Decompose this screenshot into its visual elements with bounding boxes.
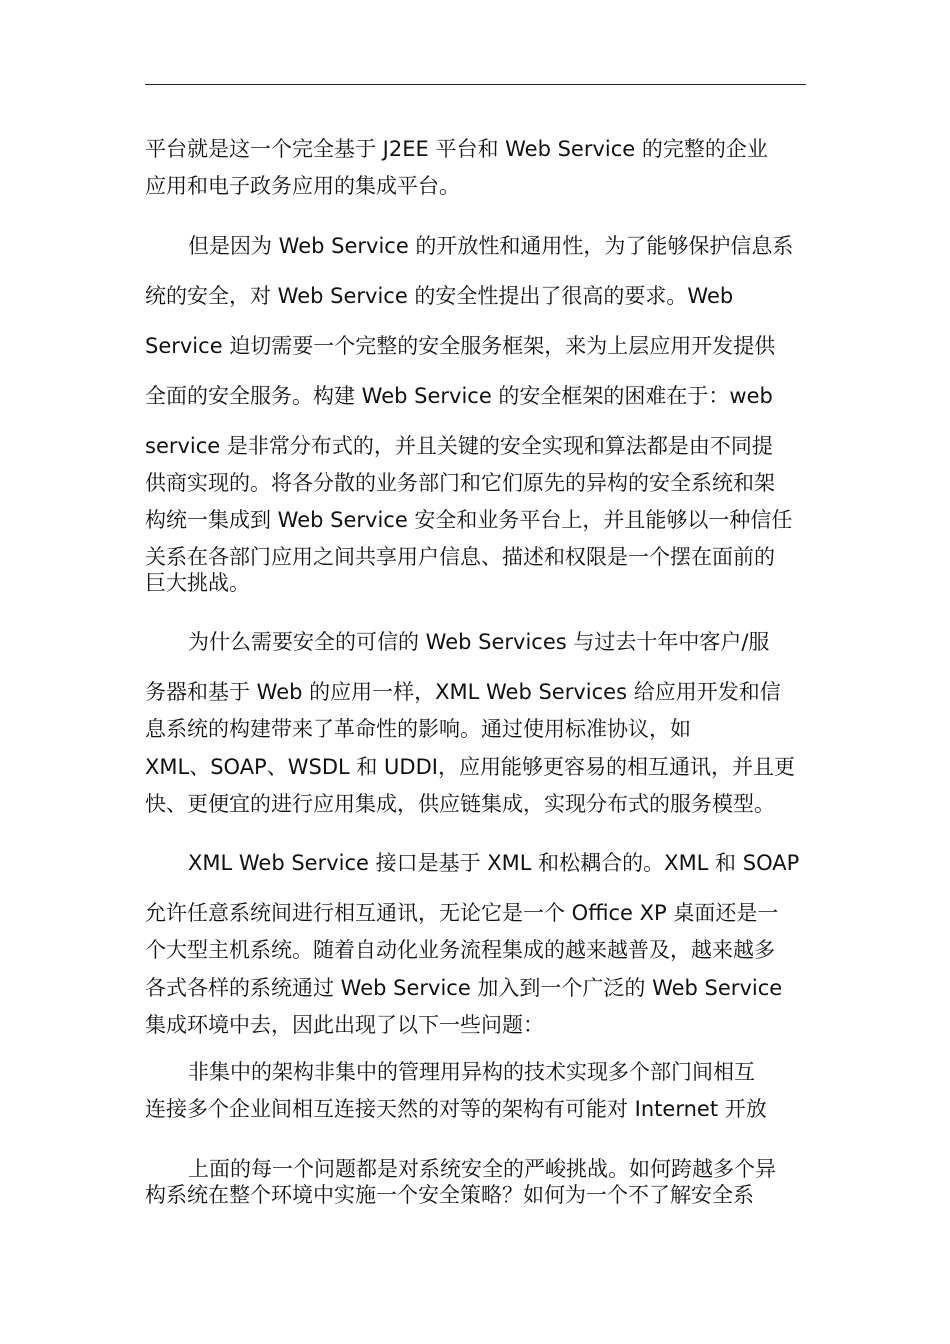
paragraph-4-line-2: 允许任意系统间进行相互通讯，无论它是一个 Office XP 桌面还是一 (145, 901, 779, 925)
paragraph-2-line-8: 关系在各部门应用之间共享用户信息、描述和权限是一个摆在面前的 (145, 545, 775, 569)
paragraph-1-line-2: 应用和电子政务应用的集成平台。 (145, 174, 460, 198)
paragraph-4-line-5: 集成环境中去，因此出现了以下一些问题： (145, 1013, 544, 1037)
paragraph-3-line-3: 息系统的构建带来了革命性的影响。通过使用标准协议，如 (145, 717, 691, 741)
paragraph-3-line-1: 为什么需要安全的可信的 Web Services 与过去十年中客户/服 (188, 630, 770, 654)
paragraph-5-line-1: 非集中的架构非集中的管理用异构的技术实现多个部门间相互 (188, 1060, 755, 1084)
paragraph-6-line-1: 上面的每一个问题都是对系统安全的严峻挑战。如何跨越多个异 (188, 1157, 776, 1181)
paragraph-3-line-2: 务器和基于 Web 的应用一样，XML Web Services 给应用开发和信 (145, 680, 781, 704)
paragraph-6-line-2: 构系统在整个环境中实施一个安全策略？如何为一个不了解安全系 (145, 1183, 754, 1207)
paragraph-4-line-3: 个大型主机系统。随着自动化业务流程集成的越来越普及，越来越多 (145, 938, 775, 962)
paragraph-2-line-9: 巨大挑战。 (145, 571, 250, 595)
paragraph-2-line-6: 供商实现的。将各分散的业务部门和它们原先的异构的安全系统和架 (145, 471, 775, 495)
paragraph-2-line-1: 但是因为 Web Service 的开放性和通用性，为了能够保护信息系 (188, 234, 794, 258)
paragraph-2-line-4: 全面的安全服务。构建 Web Service 的安全框架的困难在于：web (145, 384, 773, 408)
paragraph-2-line-2: 统的安全，对 Web Service 的安全性提出了很高的要求。Web (145, 284, 734, 308)
paragraph-2-line-3: Service 迫切需要一个完整的安全服务框架，来为上层应用开发提供 (145, 334, 776, 358)
paragraph-3-line-4: XML、SOAP、WSDL 和 UDDI，应用能够更容易的相互通讯，并且更 (145, 755, 795, 779)
paragraph-5-line-2: 连接多个企业间相互连接天然的对等的架构有可能对 Internet 开放 (145, 1097, 767, 1121)
paragraph-2-line-5: service 是非常分布式的，并且关键的安全实现和算法都是由不同提 (145, 434, 773, 458)
header-rule (145, 84, 806, 85)
paragraph-1-line-1: 平台就是这一个完全基于 J2EE 平台和 Web Service 的完整的企业 (145, 137, 768, 161)
paragraph-4-line-4: 各式各样的系统通过 Web Service 加入到一个广泛的 Web Service (145, 976, 783, 1000)
paragraph-4-line-1: XML Web Service 接口是基于 XML 和松耦合的。XML 和 SOAP (188, 851, 800, 875)
paragraph-3-line-5: 快、更便宜的进行应用集成，供应链集成，实现分布式的服务模型。 (145, 792, 775, 816)
paragraph-2-line-7: 构统一集成到 Web Service 安全和业务平台上，并且能够以一种信任 (145, 508, 793, 532)
